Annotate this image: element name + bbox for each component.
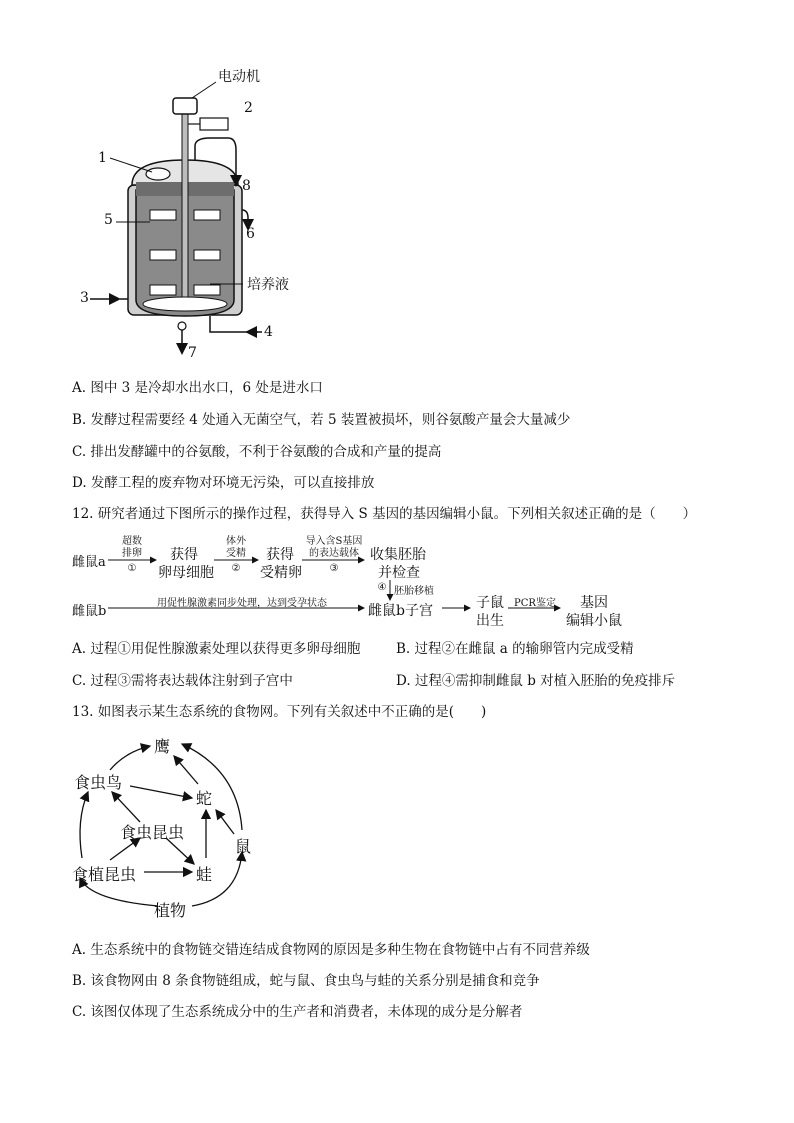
flow-collect-2: 并检查 <box>378 565 420 581</box>
flow-mouse-b: 雌鼠b <box>72 604 107 619</box>
flow-get-zygote-1: 获得 <box>266 547 294 563</box>
inlet-device <box>146 168 170 180</box>
q12-option-a: A. 过程①用促性腺激素处理以获得更多卵母细胞 <box>72 641 361 657</box>
flow-step3-top: 导入含S基因 <box>305 536 363 547</box>
q12-option-c: C. 过程③需将表达载体注射到子宫中 <box>72 673 293 689</box>
q13-option-b: B. 该食物网由 8 条食物链组成，蛇与鼠、食虫鸟与蛙的关系分别是捕食和竞争 <box>72 973 540 989</box>
flow-hormone: 用促性腺激素同步处理，达到受孕状态 <box>157 598 327 609</box>
q12-flowchart <box>72 530 712 630</box>
web-bird: 食虫鸟 <box>74 773 123 792</box>
label-2: 2 <box>244 100 253 116</box>
web-snake: 蛇 <box>196 789 213 808</box>
flow-uterus: 雌鼠b子宫 <box>368 603 433 619</box>
flow-step1-num: ① <box>127 563 137 574</box>
flow-pcr: PCR鉴定 <box>514 598 556 609</box>
fermenter-diagram <box>70 60 330 370</box>
flow-gene-1: 基因 <box>580 595 608 611</box>
web-herb-insect: 食植昆虫 <box>72 865 137 884</box>
flow-collect-1: 收集胚胎 <box>370 547 426 563</box>
flow-pup-2: 出生 <box>476 613 504 629</box>
web-frog: 蛙 <box>196 865 213 884</box>
flow-gene-2: 编辑小鼠 <box>566 613 622 629</box>
q12-stem: 12. 研究者通过下图所示的操作过程，获得导入 S 基因的基因编辑小鼠。下列相关叙述正确的是（ ） <box>72 506 697 522</box>
label-6: 6 <box>246 226 255 242</box>
web-mouse: 鼠 <box>235 837 252 856</box>
flow-mouse-a: 雌鼠a <box>72 555 106 570</box>
q11-option-c: C. 排出发酵罐中的谷氨酸，不利于谷氨酸的合成和产量的提高 <box>72 444 442 460</box>
flow-get-zygote-2: 受精卵 <box>260 565 302 581</box>
flow-step4-text: 胚胎移植 <box>394 586 434 597</box>
flow-pup-1: 子鼠 <box>476 595 504 611</box>
label-1: 1 <box>98 150 107 166</box>
q13-option-a: A. 生态系统中的食物链交错连结成食物网的原因是多种生物在食物链中占有不同营养级 <box>72 942 590 958</box>
motor-box <box>173 98 197 114</box>
q12-option-b: B. 过程②在雌鼠 a 的输卵管内完成受精 <box>396 641 634 657</box>
flow-get-oocyte-1: 获得 <box>170 547 198 563</box>
q13-stem: 13. 如图表示某生态系统的食物网。下列有关叙述中不正确的是( ) <box>72 704 487 720</box>
flow-step4-num: ④ <box>377 582 387 593</box>
label-medium: 培养液 <box>247 277 289 293</box>
web-plant: 植物 <box>154 901 187 920</box>
label-3: 3 <box>80 290 89 306</box>
flow-step2-num: ② <box>231 563 241 574</box>
flow-get-oocyte-2: 卵母细胞 <box>158 565 214 581</box>
q11-option-d: D. 发酵工程的废弃物对环境无污染，可以直接排放 <box>72 475 375 491</box>
q11-option-a: A. 图中 3 是冷却水出水口，6 处是进水口 <box>72 380 323 396</box>
q11-option-b: B. 发酵过程需要经 4 处通入无菌空气，若 5 装置被损坏，则谷氨酸产量会大量减少 <box>72 412 571 428</box>
flow-step2-mid: 受精 <box>226 548 246 559</box>
stirrer-shaft <box>182 102 188 302</box>
label-8: 8 <box>242 178 251 194</box>
web-eagle: 鹰 <box>154 737 171 756</box>
label-7: 7 <box>188 345 197 361</box>
flow-step1-top: 超数 <box>122 536 142 547</box>
label-motor: 电动机 <box>218 69 260 85</box>
flow-step2-top: 体外 <box>226 536 246 547</box>
web-insect-eater: 食虫昆虫 <box>120 823 185 842</box>
label-4: 4 <box>264 324 273 340</box>
flow-step3-num: ③ <box>329 563 339 574</box>
flow-step1-mid: 排卵 <box>122 548 142 559</box>
label-5: 5 <box>104 212 113 228</box>
q13-option-c: C. 该图仅体现了生态系统成分中的生产者和消费者，未体现的成分是分解者 <box>72 1004 523 1020</box>
flow-step3-mid: 的表达载体 <box>309 548 359 559</box>
q12-option-d: D. 过程④需抑制雌鼠 b 对植入胚胎的免疫排斥 <box>396 673 676 689</box>
food-web-diagram <box>70 730 270 920</box>
